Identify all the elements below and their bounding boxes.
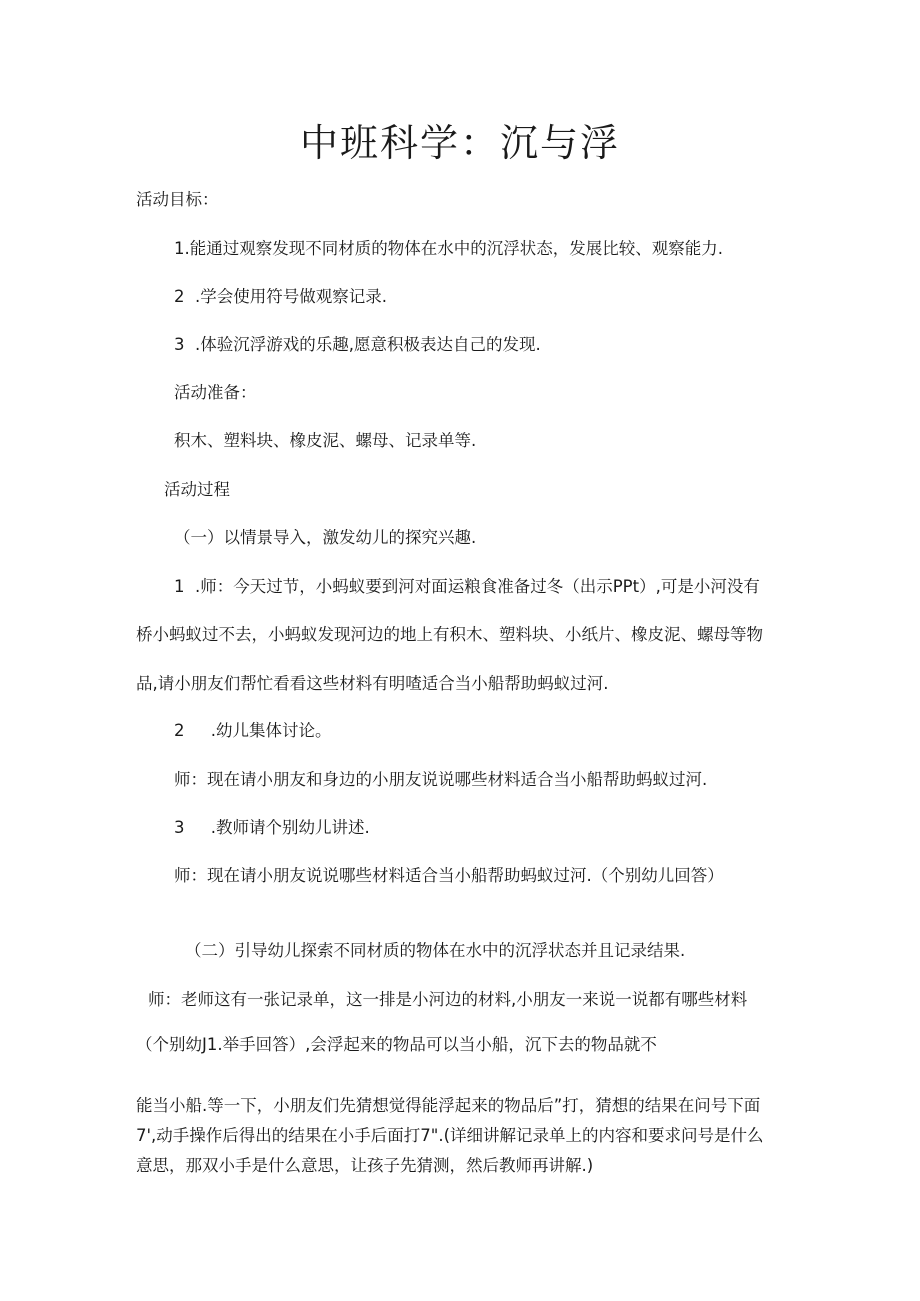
- paragraph-line: 品,请小朋友们帮忙看看这些材料有明喳适合当小船帮助蚂蚁过河.: [136, 674, 609, 693]
- objective-item: 1.能通过观察发现不同材质的物体在水中的沉浮状态，发展比较、观察能力.: [174, 239, 723, 258]
- objective-item: 2 .学会使用符号做观察记录.: [174, 287, 387, 306]
- section-heading-process: 活动过程: [164, 480, 230, 499]
- paragraph-line: 师：老师这有一张记录单，这一排是小河边的材料,小朋友一来说一说都有哪些材料: [148, 990, 748, 1009]
- paragraph-line: 2 .幼儿集体讨论。: [174, 721, 332, 740]
- preparation-text: 积木、塑料块、橡皮泥、螺母、记录单等.: [174, 431, 477, 450]
- paragraph-line: （个别幼J1.举手回答）,会浮起来的物品可以当小船，沉下去的物品就不: [136, 1035, 657, 1054]
- paragraph-line: 能当小船.等一下，小朋友们先猜想觉得能浮起来的物品后”打，猜想的结果在问号下面: [136, 1096, 761, 1115]
- paragraph-line: 3 .教师请个别幼儿讲述.: [174, 818, 370, 837]
- paragraph-line: 1 .师：今天过节，小蚂蚁要到河对面运粮食准备过冬（出示PPt）,可是小河没有: [174, 577, 760, 596]
- paragraph-line: 师：现在请小朋友和身边的小朋友说说哪些材料适合当小船帮助蚂蚁过河.: [174, 770, 708, 789]
- paragraph-line: 师：现在请小朋友说说哪些材料适合当小船帮助蚂蚁过河.（个别幼儿回答）: [174, 866, 724, 885]
- paragraph-line: 7',动手操作后得出的结果在小手后面打7".(详细讲解记录单上的内容和要求问号是什么: [136, 1126, 764, 1145]
- subsection-heading: （二）引导幼儿探索不同材质的物体在水中的沉浮状态并且记录结果.: [185, 941, 686, 960]
- subsection-heading: （一）以情景导入，激发幼儿的探究兴趣.: [174, 528, 477, 547]
- objective-item: 3 .体验沉浮游戏的乐趣,愿意积极表达自己的发现.: [174, 335, 541, 354]
- paragraph-line: 意思，那双小手是什么意思，让孩子先猜测，然后教师再讲解.): [136, 1156, 594, 1175]
- document-title: 中班科学：沉与浮: [299, 121, 620, 165]
- section-heading-preparation: 活动准备：: [174, 383, 257, 402]
- paragraph-line: 桥小蚂蚁过不去，小蚂蚁发现河边的地上有积木、塑料块、小纸片、橡皮泥、螺母等物: [136, 625, 763, 644]
- section-heading-objectives: 活动目标：: [136, 190, 219, 209]
